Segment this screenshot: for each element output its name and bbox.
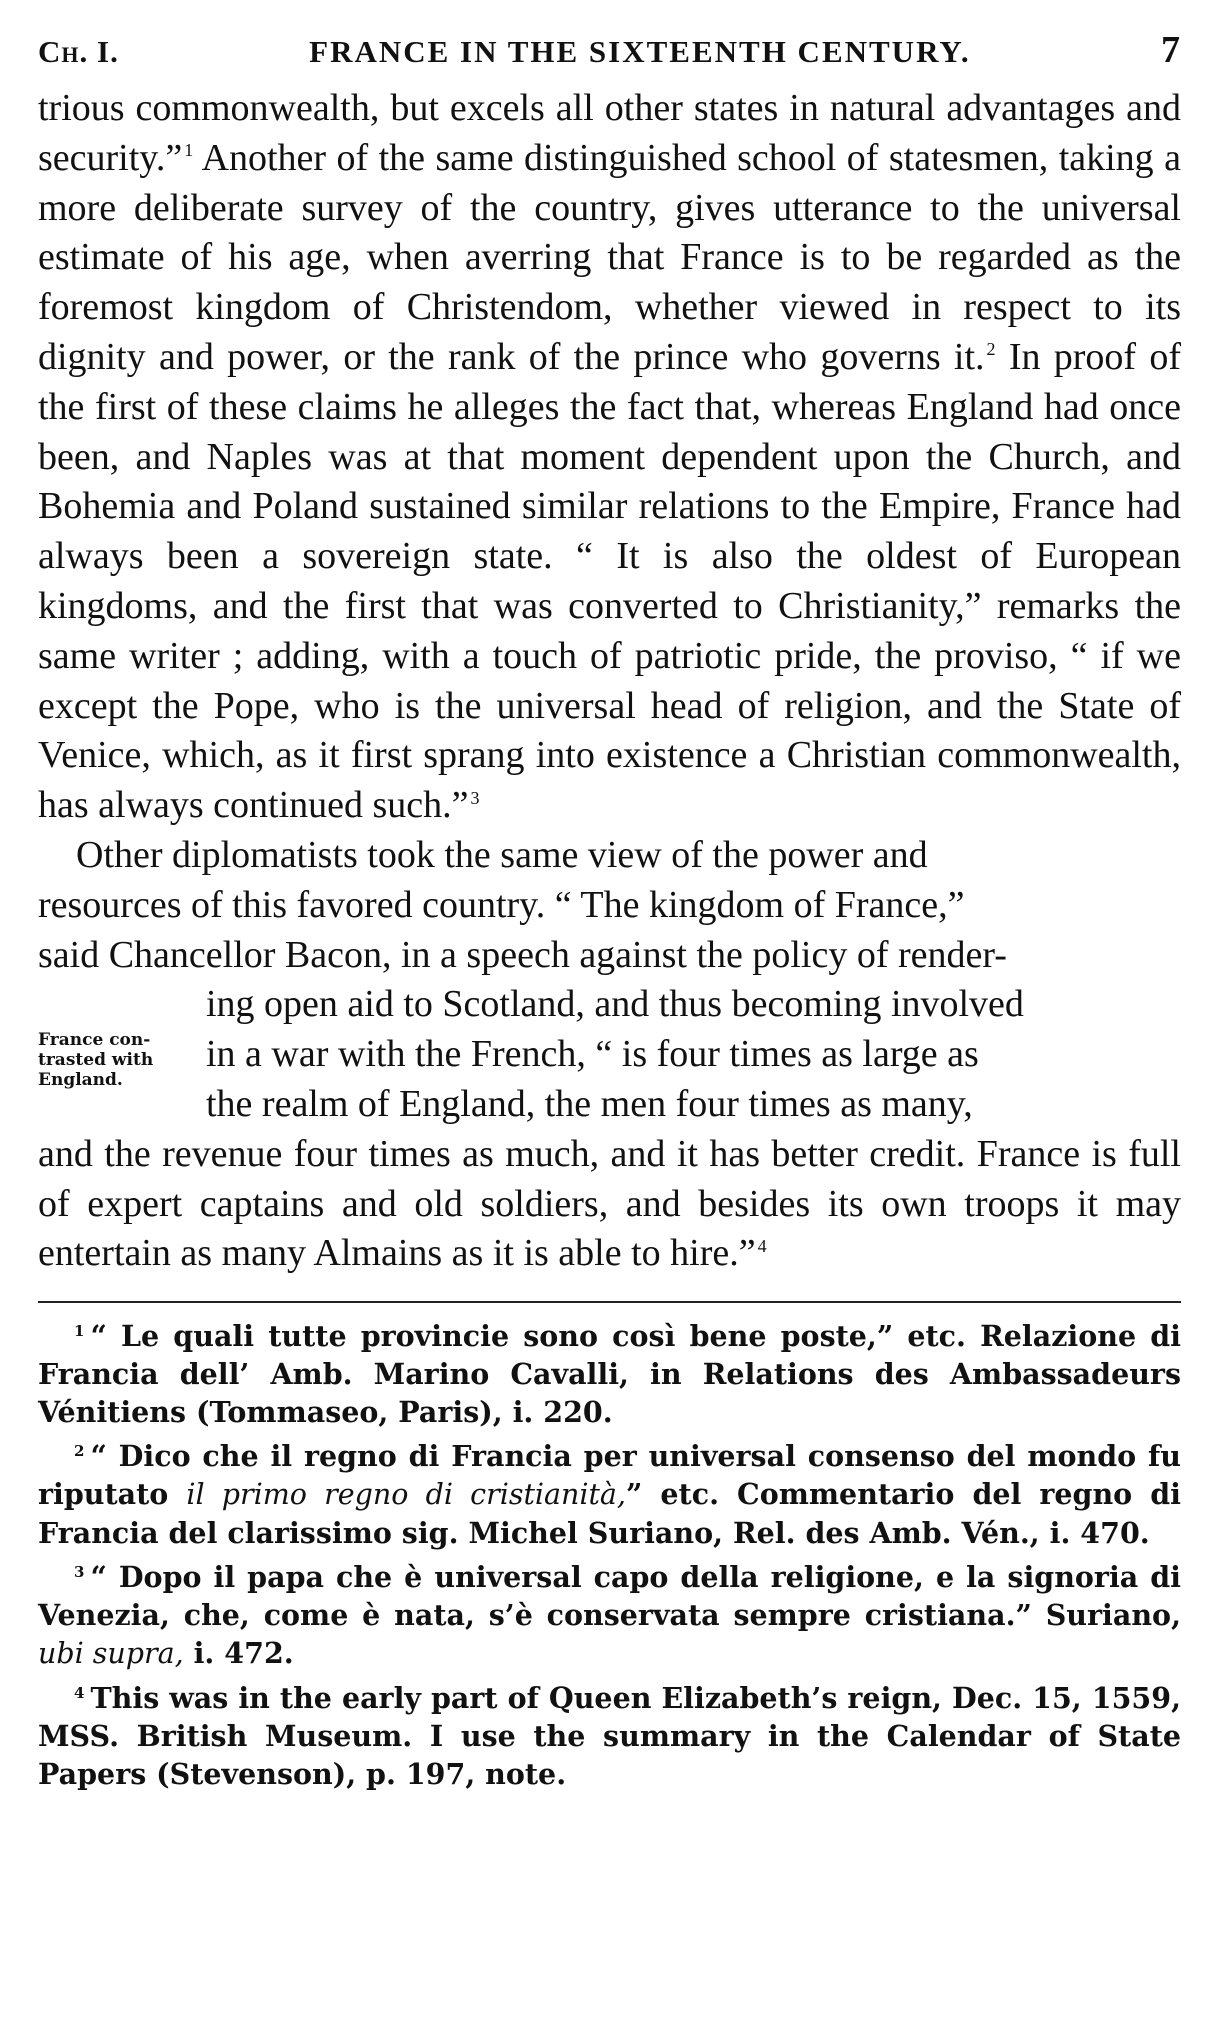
footnote-3-text-b: i. 472.: [183, 1636, 294, 1671]
running-head: [38, 28, 1181, 72]
footnote-ref-4: 4: [757, 1235, 767, 1256]
footnote-2-mark: 2: [74, 1441, 85, 1460]
footnote-3-text-a: “ Dopo il papa che è universal capo della religione, e la signoria di Venezia, che, come è nata, s’è conservata sempre cristiana.” Suriano,: [38, 1560, 1181, 1633]
footnote-1-mark: 1: [74, 1321, 85, 1340]
paragraph-2-line-1: Other diplomatists took the same view of the power and: [76, 833, 928, 876]
chapter-label: Ch. I.: [38, 34, 119, 69]
paragraph-2-rest-text: and the revenue four times as much, and it has better credit. France is full of expert captains and old soldiers, and besides its own troops it may entertain as many Almains as it is able to hire.”: [38, 1132, 1181, 1275]
footnote-ref-3: 3: [470, 787, 480, 808]
page-number: 7: [1160, 29, 1181, 71]
footnote-3: [38, 1558, 1181, 1673]
paragraph-2-line-3: said Chancellor Bacon, in a speech against the policy of render-: [38, 933, 1007, 976]
footnotes: [38, 1317, 1181, 1793]
footnote-3-mark: 3: [74, 1562, 85, 1581]
inset-line-3: the realm of England, the men four times as many,: [206, 1082, 973, 1125]
footnote-4-text: This was in the early part of Queen Elizabeth’s reign, Dec. 15, 1559, MSS. British Museum. I use the summary in the Calendar of State Papers (Stevenson), p. 197, note.: [38, 1681, 1181, 1792]
marginal-note-line-2: trasted with: [38, 1050, 154, 1071]
paragraph-1-part-b: Another of the same distinguished school of statesmen, taking a more deliberate survey of the country, gives utterance to the universal estimate of his age, when averring that France is to be regarded as the foremost kingdom of Christendom, whether viewed in respect to its dignity and power, or the rank of the prince who governs it.: [38, 136, 1181, 378]
paragraph-2-rest: [38, 1130, 1181, 1279]
footnote-ref-2: 2: [986, 339, 996, 360]
footnote-2: [38, 1437, 1181, 1552]
marginal-note: [38, 1030, 188, 1090]
marginal-note-line-1: France con-: [38, 1030, 151, 1051]
body-text: [38, 84, 1181, 1279]
paragraph-2: [38, 831, 1181, 1279]
footnote-1: [38, 1317, 1181, 1431]
paragraph-1-part-a: trious commonwealth, but excels all other states in natural advantages and security.”: [38, 87, 1181, 179]
inset-block: [38, 980, 1181, 1129]
inset-line-2: in a war with the French, “ is four times as large as: [206, 1033, 979, 1076]
footnote-2-italic: il primo regno di cristianità,: [186, 1478, 626, 1512]
footnote-4: [38, 1679, 1181, 1793]
running-title: FRANCE IN THE SIXTEENTH CENTURY.: [309, 34, 971, 69]
marginal-note-line-3: England.: [38, 1070, 123, 1091]
paragraph-1-part-c: In proof of the first of these claims he alleges the fact that, whereas England had once been, and Naples was at that moment dependent upon the Church, and Bohemia and Poland sustained similar relations to the Empire, France had always been a sovereign state. “ It is also the oldest of European kingdoms, and the first that was converted to Christianity,” remarks the same writer ; adding, with a touch of patriotic pride, the proviso, “ if we except the Pope, who is the universal head of religion, and the State of Venice, which, as it first sprang into existence a Christian commonwealth, has always continued such.”: [38, 335, 1182, 827]
footnote-4-mark: 4: [74, 1683, 85, 1702]
paragraph-2-line-2: resources of this favored country. “ The kingdom of France,”: [38, 883, 965, 926]
footnote-divider: [38, 1301, 1181, 1303]
footnote-3-italic: ubi supra,: [38, 1637, 184, 1671]
inset-line-1: ing open aid to Scotland, and thus becoming involved: [206, 983, 1024, 1026]
footnote-2-text-a: “ Dico che il regno di Francia per universal consenso del mondo fu riputato: [38, 1439, 1181, 1512]
footnote-2-text-b: ” etc. Commentario del regno di Francia del clarissimo sig. Michel Suriano, Rel. des Amb. Vén., i. 470.: [38, 1477, 1181, 1551]
footnote-1-text: “ Le quali tutte provincie sono così bene poste,” etc. Relazione di Francia dell’ Amb. Marino Cavalli, in Relations des Ambassadeurs Vénitiens (Tommaseo, Paris), i. 220.: [38, 1319, 1181, 1430]
paragraph-1: [38, 84, 1181, 831]
footnote-ref-1: 1: [184, 140, 194, 161]
